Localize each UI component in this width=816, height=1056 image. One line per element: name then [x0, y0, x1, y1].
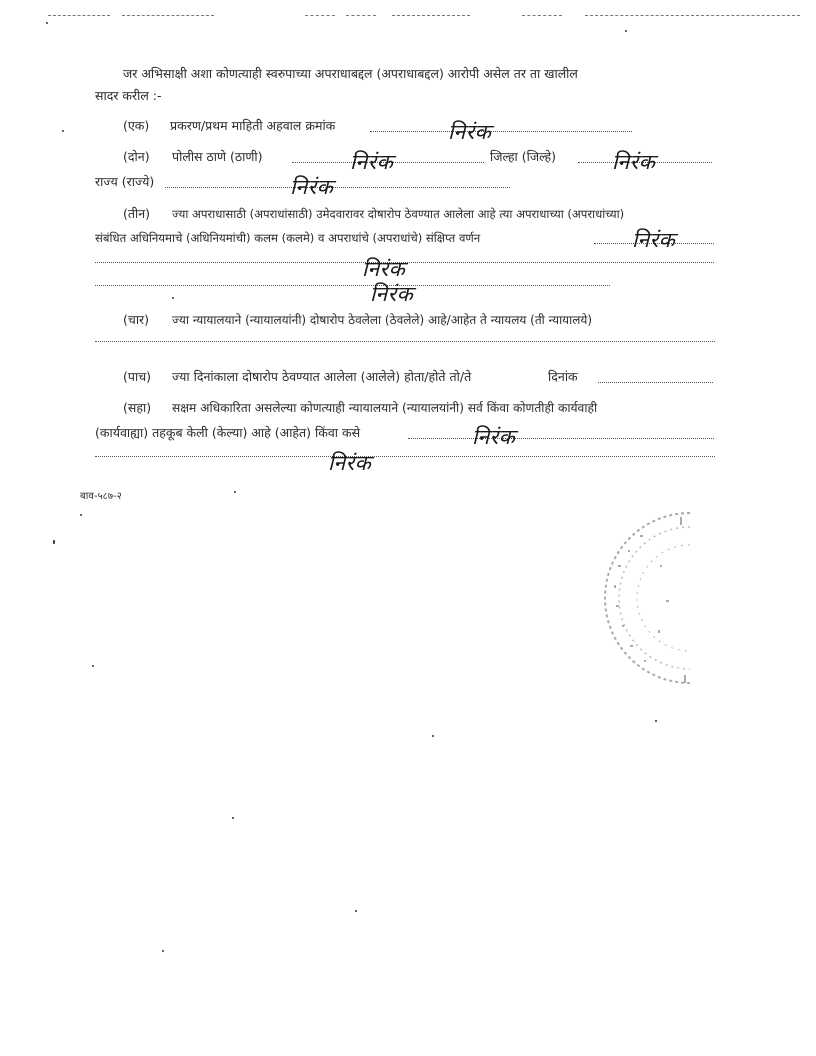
item-four-number: (चार)	[123, 312, 150, 327]
item-five-number: (पाच)	[123, 369, 152, 384]
scan-artifact-line	[122, 15, 214, 16]
item-three-line-1: ज्या अपराधासाठी (अपराधांसाठी) उमेदवारावर दोषारोप ठेवण्यात आलेला आहे त्या अपराधाच्या (अपराधांच्या)	[172, 207, 625, 221]
scan-speck	[625, 30, 627, 32]
item-two-label: पोलीस ठाणे (ठाणी)	[172, 149, 263, 164]
answer-line	[95, 456, 715, 457]
item-one-answer: निरंक	[448, 120, 492, 144]
scan-speck	[53, 540, 55, 544]
scan-artifact-line	[522, 15, 562, 16]
item-six-answer-1: निरंक	[472, 425, 516, 449]
scan-speck	[80, 514, 82, 516]
state-label: राज्य (राज्ये)	[95, 174, 155, 189]
district-label: जिल्हा (जिल्हे)	[490, 149, 557, 164]
footer-code: बाव-५८७-२	[80, 491, 122, 502]
answer-line	[165, 187, 510, 188]
scan-artifact-line	[585, 15, 800, 16]
scan-artifact-line	[48, 15, 110, 16]
official-seal-stamp	[600, 505, 695, 690]
item-four-label: ज्या न्यायालयाने (न्यायालयांनी) दोषारोप ठेवलेला (ठेवलेले) आहे/आहेत ते न्यायलय (ती न्यायालये)	[172, 313, 593, 327]
scan-speck	[234, 491, 236, 493]
item-six-number: (सहा)	[123, 400, 152, 415]
scan-artifact-line	[392, 15, 470, 16]
scan-speck	[162, 950, 164, 952]
scan-artifact-line	[346, 15, 376, 16]
answer-line	[95, 341, 715, 342]
item-two-number: (दोन)	[123, 149, 150, 164]
item-three-answer-2: निरंक	[362, 257, 406, 281]
state-answer: निरंक	[290, 175, 334, 199]
scan-speck	[62, 130, 64, 132]
scan-speck	[232, 817, 234, 819]
item-six-line-2: (कार्यवाह्या) तहकूब केली (केल्या) आहे (आहेत) किंवा कसे	[95, 425, 361, 440]
answer-line	[598, 382, 713, 383]
date-label: दिनांक	[548, 369, 578, 384]
scan-speck	[355, 910, 357, 912]
item-one-number: (एक)	[123, 118, 150, 133]
intro-line-2: सादर करील :-	[95, 88, 162, 103]
scan-speck	[92, 665, 94, 667]
item-five-label: ज्या दिनांकाला दोषारोप ठेवण्यात आलेला (आलेले) होता/होते तो/ते	[172, 369, 472, 384]
scan-speck	[432, 735, 434, 737]
district-answer: निरंक	[612, 150, 656, 174]
item-six-answer-2: निरंक	[328, 451, 372, 475]
answer-line	[370, 131, 632, 132]
scan-speck	[172, 297, 174, 299]
scan-speck	[46, 22, 48, 24]
item-six-line-1: सक्षम अधिकारिता असलेल्या कोणत्याही न्यायालयाने (न्यायालयांनी) सर्व किंवा कोणतीही कार्यवाही	[172, 401, 598, 415]
item-three-answer-1: निरंक	[632, 228, 676, 252]
scan-speck	[655, 720, 657, 722]
scan-artifact-line	[305, 15, 335, 16]
item-three-answer-3: निरंक	[370, 282, 414, 306]
item-two-answer: निरंक	[350, 150, 394, 174]
intro-line-1: जर अभिसाक्षी अशा कोणत्याही स्वरुपाच्या अपराधाबद्दल (अपराधाबद्दल) आरोपी असेल तर ता खालील	[123, 66, 578, 81]
item-three-line-2: संबंधित अधिनियमाचे (अधिनियमांची) कलम (कलमे) व अपराधांचे (अपराधांचे) संक्षिप्त वर्णन	[95, 231, 481, 245]
answer-line	[95, 285, 610, 286]
answer-line	[408, 438, 714, 439]
item-one-label: प्रकरण/प्रथम माहिती अहवाल क्रमांक	[170, 118, 336, 133]
item-three-number: (तीन)	[123, 206, 151, 221]
